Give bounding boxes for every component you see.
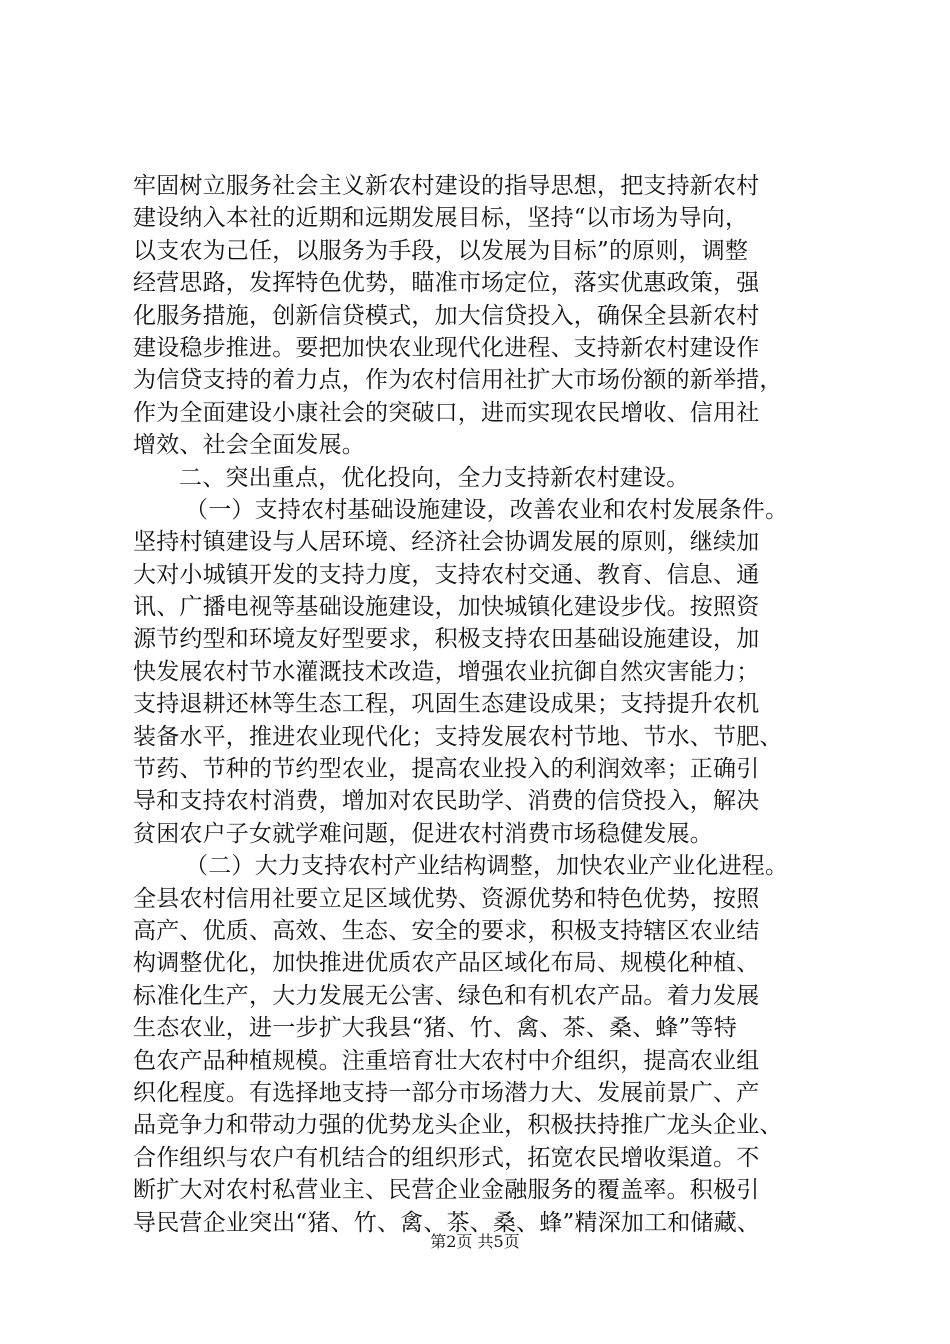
section-heading: 二、突出重点，优化投向，全力支持新农村建设。 bbox=[179, 464, 690, 491]
text-line: 作为全面建设小康社会的突破口，进而实现农民增收、信用社 bbox=[133, 399, 760, 426]
text-line: 牢固树立服务社会主义新农村建设的指导思想，把支持新农村 bbox=[133, 173, 760, 199]
text-line: 标准化生产，大力发展无公害、绿色和有机农产品。着力发展 bbox=[133, 982, 760, 1009]
text-line: 导和支持农村消费，增加对农民助学、消费的信贷投入，解决 bbox=[133, 788, 760, 815]
text-line: 经营思路，发挥特色优势，瞄准市场定位，落实优惠政策，强 bbox=[133, 270, 760, 297]
text-line: 合作组织与农户有机结合的组织形式，拓宽农民增收渠道。不 bbox=[133, 1144, 760, 1171]
document-body bbox=[133, 170, 838, 1239]
text-line: 建设稳步推进。要把加快农业现代化进程、支持新农村建设作 bbox=[133, 334, 760, 361]
text-line: 建设纳入本社的近期和远期发展目标，坚持“以市场为导向， bbox=[133, 205, 749, 232]
text-line: 源节约型和环境友好型要求，积极支持农田基础设施建设，加 bbox=[133, 626, 760, 653]
subsection-heading: （二）大力支持农村产业结构调整，加快农业产业化进程。 bbox=[185, 853, 789, 880]
text-line: 装备水平，推进农业现代化；支持发展农村节地、节水、节肥、 bbox=[133, 723, 783, 750]
text-line: 导民营企业突出“猪、竹、禽、茶、桑、蜂”精深加工和储藏、 bbox=[133, 1209, 761, 1236]
text-line: 支持退耕还林等生态工程，巩固生态建设成果；支持提升农机 bbox=[133, 691, 760, 718]
text-line: 增效、社会全面发展。 bbox=[133, 432, 365, 459]
text-line: 生态农业，进一步扩大我县“猪、竹、禽、茶、桑、蜂”等特 bbox=[133, 1015, 737, 1042]
text-line: 高产、优质、高效、生态、安全的要求，积极支持辖区农业结 bbox=[133, 917, 760, 944]
text-line: 讯、广播电视等基础设施建设，加快城镇化建设步伐。按照资 bbox=[133, 594, 760, 621]
page-footer bbox=[0, 1232, 950, 1252]
text-line: 贫困农户子女就学难问题，促进农村消费市场稳健发展。 bbox=[133, 820, 713, 847]
text-line: 色农产品种植规模。注重培育壮大农村中介组织，提高农业组 bbox=[133, 1047, 760, 1074]
text-line: 以支农为己任，以服务为手段，以发展为目标”的原则，调整 bbox=[133, 237, 749, 264]
text-line: 断扩大对农村私营业主、民营企业金融服务的覆盖率。积极引 bbox=[133, 1177, 760, 1204]
text-line: 化服务措施，创新信贷模式，加大信贷投入，确保全县新农村 bbox=[133, 302, 760, 329]
text-line: 品竞争力和带动力强的优势龙头企业，积极扶持推广龙头企业、 bbox=[133, 1112, 783, 1139]
subsection-heading: （一）支持农村基础设施建设，改善农业和农村发展条件。 bbox=[185, 496, 789, 523]
text-line: 节药、节种的节约型农业，提高农业投入的利润效率；正确引 bbox=[133, 756, 760, 783]
text-line: 坚持村镇建设与人居环境、经济社会协调发展的原则，继续加 bbox=[133, 529, 760, 556]
text-line: 全县农村信用社要立足区域优势、资源优势和特色优势，按照 bbox=[133, 885, 760, 912]
text-line: 为信贷支持的着力点，作为农村信用社扩大市场份额的新举措， bbox=[133, 367, 783, 394]
text-line: 大对小城镇开发的支持力度，支持农村交通、教育、信息、通 bbox=[133, 561, 760, 588]
text-line: 快发展农村节水灌溉技术改造，增强农业抗御自然灾害能力； bbox=[133, 658, 760, 685]
page-number-label: 第2页 共5页 bbox=[430, 1232, 520, 1251]
text-line: 构调整优化，加快推进优质农产品区域化布局、规模化种植、 bbox=[133, 950, 760, 977]
text-line: 织化程度。有选择地支持一部分市场潜力大、发展前景广、产 bbox=[133, 1079, 760, 1106]
